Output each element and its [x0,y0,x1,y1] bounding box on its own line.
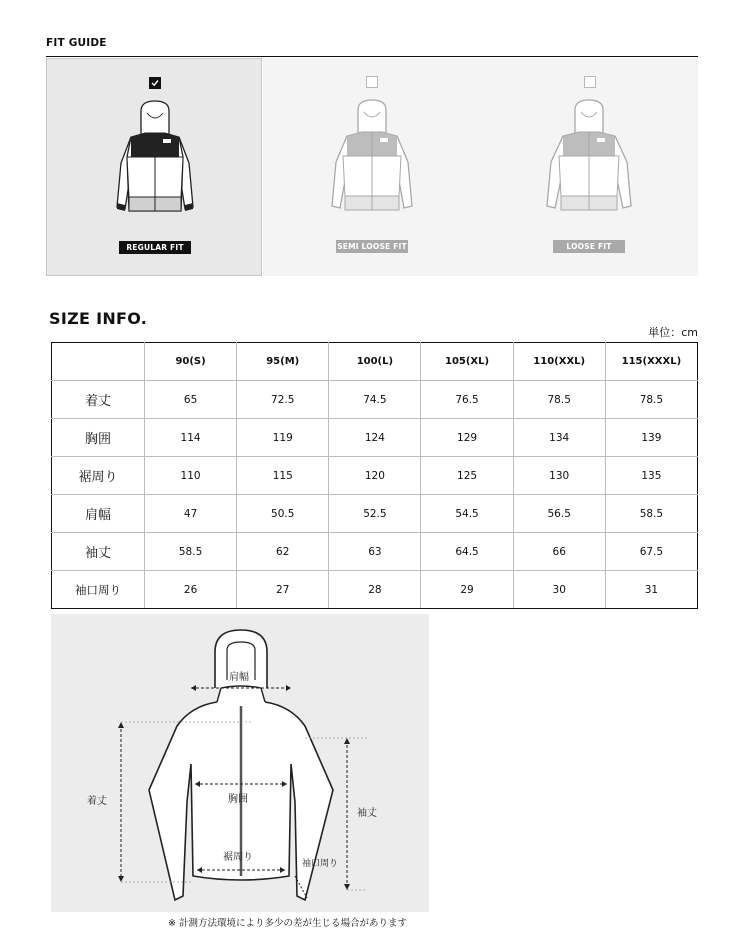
regular-fit-jacket-icon [107,99,203,225]
checkbox-unchecked-icon[interactable] [584,76,596,88]
diagram-label-hem: 裾周り [223,852,253,863]
row-header: 裾周り [52,457,145,495]
table-cell: 58.5 [145,533,237,571]
table-cell: 114 [145,419,237,457]
fit-option-regular[interactable] [46,58,262,276]
table-cell: 125 [421,457,513,495]
fit-guide-divider [46,56,698,57]
diagram-label-length: 着丈 [87,796,107,807]
table-cell: 74.5 [329,381,421,419]
table-cell: 27 [237,571,329,609]
fit-option-loose[interactable] [481,58,698,276]
semi-loose-fit-jacket-icon [323,98,421,224]
table-row [52,495,698,533]
table-row [52,457,698,495]
table-cell: 139 [605,419,697,457]
size-info-title: SIZE INFO. [49,309,148,328]
table-cell: 54.5 [421,495,513,533]
row-header: 胸囲 [52,419,145,457]
table-cell: 63 [329,533,421,571]
table-cell: 134 [513,419,605,457]
table-cell: 120 [329,457,421,495]
row-header: 袖丈 [52,533,145,571]
table-row [52,419,698,457]
table-cell: 115 [237,457,329,495]
table-cell: 110 [145,457,237,495]
table-header-row [52,343,698,381]
jacket-outline-icon [51,614,429,912]
fit-guide-title: FIT GUIDE [46,37,107,49]
table-row [52,571,698,609]
measurement-diagram [51,614,429,912]
table-cell: 124 [329,419,421,457]
table-cell: 47 [145,495,237,533]
table-cell: 64.5 [421,533,513,571]
table-cell: 130 [513,457,605,495]
checkbox-checked-icon[interactable] [149,77,161,89]
table-cell: 65 [145,381,237,419]
table-cell: 78.5 [513,381,605,419]
table-cell: 119 [237,419,329,457]
column-header: 95(M) [237,343,329,381]
size-table [51,342,698,609]
column-header: 115(XXXL) [605,343,697,381]
table-cell: 72.5 [237,381,329,419]
table-cell: 56.5 [513,495,605,533]
diagram-label-sleeve: 袖丈 [357,808,377,819]
table-cell: 26 [145,571,237,609]
fit-label-semi-loose: SEMI LOOSE FIT [337,242,407,251]
column-header: 90(S) [145,343,237,381]
table-cell: 30 [513,571,605,609]
row-header: 着丈 [52,381,145,419]
loose-fit-jacket-icon [539,98,639,224]
table-row [52,533,698,571]
table-cell: 78.5 [605,381,697,419]
table-cell: 31 [605,571,697,609]
table-cell: 58.5 [605,495,697,533]
table-cell: 29 [421,571,513,609]
table-cell: 76.5 [421,381,513,419]
column-header: 100(L) [329,343,421,381]
row-header: 袖口周り [52,571,145,609]
table-row [52,381,698,419]
table-cell: 50.5 [237,495,329,533]
table-cell: 129 [421,419,513,457]
diagram-label-shoulder: 肩幅 [229,672,249,683]
table-cell: 135 [605,457,697,495]
row-header: 肩幅 [52,495,145,533]
column-header: 105(XL) [421,343,513,381]
diagram-label-cuff: 袖口周り [302,859,339,869]
header-corner [52,343,145,381]
unit-label: 単位：cm [648,326,698,339]
fit-label-regular: REGULAR FIT [119,241,191,254]
checkbox-unchecked-icon[interactable] [366,76,378,88]
table-cell: 52.5 [329,495,421,533]
table-cell: 62 [237,533,329,571]
diagram-label-chest: 胸囲 [228,794,248,805]
table-cell: 66 [513,533,605,571]
table-cell: 67.5 [605,533,697,571]
column-header: 110(XXL) [513,343,605,381]
measurement-note: ※ 計測方法環境により多少の差が生じる場合があります [168,918,407,929]
fit-label-loose: LOOSE FIT [553,240,625,253]
fit-option-semi-loose[interactable] [263,58,481,276]
table-cell: 28 [329,571,421,609]
